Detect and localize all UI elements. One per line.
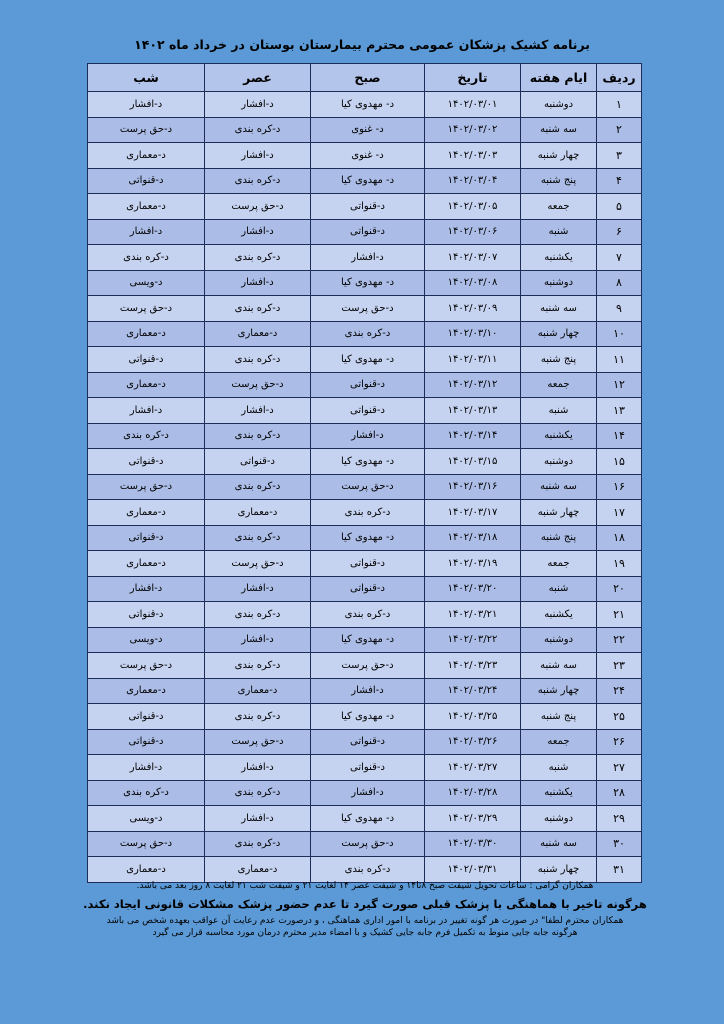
cell-index: ۸ (597, 270, 642, 296)
cell-evening: د-کره بندی (205, 780, 311, 806)
table-row (88, 602, 642, 628)
cell-night: د-حق پرست (88, 831, 205, 857)
table-row (88, 321, 642, 347)
cell-night: د-کره بندی (88, 245, 205, 271)
cell-morning: د-کره بندی (311, 857, 425, 883)
cell-day: یکشنبه (521, 423, 597, 449)
cell-evening: د-حق پرست (205, 729, 311, 755)
cell-date: ۱۴۰۲/۰۳/۰۳ (425, 143, 521, 169)
cell-index: ۶ (597, 219, 642, 245)
cell-evening: د-افشار (205, 92, 311, 118)
cell-index: ۵ (597, 194, 642, 220)
cell-date: ۱۴۰۲/۰۳/۲۵ (425, 704, 521, 730)
cell-morning: د- غنوی (311, 143, 425, 169)
cell-date: ۱۴۰۲/۰۳/۲۴ (425, 678, 521, 704)
cell-night: د-کره بندی (88, 780, 205, 806)
cell-morning: د-کره بندی (311, 602, 425, 628)
cell-day: چهار شنبه (521, 143, 597, 169)
cell-evening: د-کره بندی (205, 525, 311, 551)
table-row (88, 627, 642, 653)
cell-evening: د-معماری (205, 500, 311, 526)
cell-day: پنج شنبه (521, 347, 597, 373)
cell-evening: د-کره بندی (205, 296, 311, 322)
cell-day: یکشنبه (521, 602, 597, 628)
cell-date: ۱۴۰۲/۰۳/۱۱ (425, 347, 521, 373)
table-row (88, 806, 642, 832)
cell-night: د-معماری (88, 372, 205, 398)
cell-morning: د-کره بندی (311, 321, 425, 347)
table-body (88, 92, 642, 883)
cell-evening: د-کره بندی (205, 245, 311, 271)
cell-night: د-معماری (88, 500, 205, 526)
cell-evening: د-کره بندی (205, 831, 311, 857)
header-evening: عصر (205, 64, 311, 92)
cell-index: ۱۳ (597, 398, 642, 424)
cell-night: د-قنواتی (88, 449, 205, 475)
cell-date: ۱۴۰۲/۰۳/۱۵ (425, 449, 521, 475)
table-row (88, 525, 642, 551)
cell-night: د-قنواتی (88, 602, 205, 628)
header-day: ایام هفته (521, 64, 597, 92)
table-row (88, 143, 642, 169)
cell-night: د-معماری (88, 857, 205, 883)
note-changes: همکاران محترم لطفا" در صورت هر گونه تغییر در برنامه با امور اداری هماهنگی ، و درصورت عدم رعایت آن عواقب بعهده شخص می باشد (106, 915, 624, 926)
cell-index: ۱۲ (597, 372, 642, 398)
cell-night: د-معماری (88, 143, 205, 169)
cell-date: ۱۴۰۲/۰۳/۱۴ (425, 423, 521, 449)
page-title: برنامه کشیک پزشکان عمومی محترم بیمارستان بوستان در خرداد ماه ۱۴۰۲ (134, 37, 590, 52)
cell-day: جمعه (521, 372, 597, 398)
cell-day: پنج شنبه (521, 168, 597, 194)
table-row (88, 245, 642, 271)
table-row (88, 500, 642, 526)
cell-morning: د- غنوی (311, 117, 425, 143)
cell-date: ۱۴۰۲/۰۳/۱۸ (425, 525, 521, 551)
cell-day: شنبه (521, 219, 597, 245)
cell-evening: د-کره بندی (205, 653, 311, 679)
cell-date: ۱۴۰۲/۰۳/۳۱ (425, 857, 521, 883)
cell-evening: د-معماری (205, 321, 311, 347)
cell-day: پنج شنبه (521, 704, 597, 730)
cell-day: دوشنبه (521, 270, 597, 296)
cell-morning: د-کره بندی (311, 500, 425, 526)
table-row (88, 168, 642, 194)
cell-day: شنبه (521, 398, 597, 424)
cell-morning: د-قنواتی (311, 372, 425, 398)
cell-day: چهار شنبه (521, 857, 597, 883)
cell-morning: د-حق پرست (311, 831, 425, 857)
table-row (88, 347, 642, 373)
cell-date: ۱۴۰۲/۰۳/۲۸ (425, 780, 521, 806)
cell-morning: د-قنواتی (311, 755, 425, 781)
cell-morning: د- مهدوی کیا (311, 627, 425, 653)
cell-date: ۱۴۰۲/۰۳/۱۲ (425, 372, 521, 398)
cell-evening: د-کره بندی (205, 347, 311, 373)
cell-index: ۲۲ (597, 627, 642, 653)
cell-index: ۴ (597, 168, 642, 194)
cell-index: ۳۱ (597, 857, 642, 883)
cell-evening: د-کره بندی (205, 117, 311, 143)
table-row (88, 423, 642, 449)
cell-day: شنبه (521, 576, 597, 602)
cell-index: ۱۹ (597, 551, 642, 577)
cell-evening: د-افشار (205, 398, 311, 424)
cell-date: ۱۴۰۲/۰۳/۰۸ (425, 270, 521, 296)
table-row (88, 780, 642, 806)
notes (80, 880, 650, 940)
cell-morning: د- مهدوی کیا (311, 347, 425, 373)
cell-night: د-حق پرست (88, 474, 205, 500)
cell-morning: د-قنواتی (311, 551, 425, 577)
cell-morning: د-قنواتی (311, 398, 425, 424)
cell-morning: د- مهدوی کیا (311, 270, 425, 296)
cell-index: ۱۷ (597, 500, 642, 526)
cell-date: ۱۴۰۲/۰۳/۰۹ (425, 296, 521, 322)
cell-evening: د-حق پرست (205, 194, 311, 220)
cell-morning: د- مهدوی کیا (311, 806, 425, 832)
cell-date: ۱۴۰۲/۰۳/۰۵ (425, 194, 521, 220)
cell-evening: د-افشار (205, 576, 311, 602)
cell-morning: د-قنواتی (311, 194, 425, 220)
cell-evening: د-افشار (205, 219, 311, 245)
cell-morning: د- مهدوی کیا (311, 704, 425, 730)
cell-night: د-قنواتی (88, 347, 205, 373)
table-row (88, 398, 642, 424)
cell-index: ۱۰ (597, 321, 642, 347)
header-morning: صبح (311, 64, 425, 92)
cell-morning: د-قنواتی (311, 576, 425, 602)
cell-night: د-معماری (88, 194, 205, 220)
cell-date: ۱۴۰۲/۰۳/۱۹ (425, 551, 521, 577)
cell-evening: د-کره بندی (205, 474, 311, 500)
cell-day: سه شنبه (521, 117, 597, 143)
cell-date: ۱۴۰۲/۰۳/۲۶ (425, 729, 521, 755)
cell-day: چهار شنبه (521, 321, 597, 347)
cell-date: ۱۴۰۲/۰۳/۳۰ (425, 831, 521, 857)
header-index: ردیف (597, 64, 642, 92)
cell-date: ۱۴۰۲/۰۳/۱۳ (425, 398, 521, 424)
header-date: تاریخ (425, 64, 521, 92)
cell-morning: د-افشار (311, 678, 425, 704)
cell-morning: د-حق پرست (311, 653, 425, 679)
table-row (88, 117, 642, 143)
cell-index: ۲ (597, 117, 642, 143)
table-row (88, 653, 642, 679)
cell-index: ۳۰ (597, 831, 642, 857)
cell-day: یکشنبه (521, 245, 597, 271)
cell-night: د-ویسی (88, 806, 205, 832)
cell-index: ۲۱ (597, 602, 642, 628)
cell-night: د-ویسی (88, 627, 205, 653)
cell-night: د-معماری (88, 551, 205, 577)
cell-morning: د- مهدوی کیا (311, 92, 425, 118)
table-row (88, 857, 642, 883)
table-row (88, 296, 642, 322)
cell-night: د-معماری (88, 678, 205, 704)
table-row (88, 194, 642, 220)
cell-index: ۱۶ (597, 474, 642, 500)
cell-date: ۱۴۰۲/۰۳/۲۲ (425, 627, 521, 653)
cell-day: یکشنبه (521, 780, 597, 806)
cell-morning: د-قنواتی (311, 219, 425, 245)
cell-night: د-افشار (88, 219, 205, 245)
cell-evening: د-افشار (205, 806, 311, 832)
cell-date: ۱۴۰۲/۰۳/۲۳ (425, 653, 521, 679)
cell-morning: د- مهدوی کیا (311, 168, 425, 194)
cell-date: ۱۴۰۲/۰۳/۰۶ (425, 219, 521, 245)
note-warning: هرگونه تاخیر با هماهنگی با پزشک قبلی صورت گیرد تا عدم حضور پزشک مشکلات قانونی ایجاد نکند. (83, 896, 647, 911)
cell-evening: د-قنواتی (205, 449, 311, 475)
cell-date: ۱۴۰۲/۰۳/۰۴ (425, 168, 521, 194)
cell-date: ۱۴۰۲/۰۳/۰۷ (425, 245, 521, 271)
table-row (88, 729, 642, 755)
note-shift-hours: همکاران گرامی : ساعات تحویل شیفت صبح ۸تا۱۴ و شیفت عصر ۱۴ لغایت ۲۱ و شیفت شب ۲۱ لغایت ۸ روز بعد می باشد. (136, 881, 594, 891)
cell-day: سه شنبه (521, 296, 597, 322)
cell-date: ۱۴۰۲/۰۳/۲۱ (425, 602, 521, 628)
cell-date: ۱۴۰۲/۰۳/۱۰ (425, 321, 521, 347)
cell-index: ۹ (597, 296, 642, 322)
table-row (88, 576, 642, 602)
cell-night: د-ویسی (88, 270, 205, 296)
cell-day: دوشنبه (521, 627, 597, 653)
table-row (88, 755, 642, 781)
cell-night: د-حق پرست (88, 117, 205, 143)
cell-night: د-افشار (88, 576, 205, 602)
cell-night: د-قنواتی (88, 704, 205, 730)
cell-date: ۱۴۰۲/۰۳/۰۱ (425, 92, 521, 118)
table-row (88, 704, 642, 730)
table-row (88, 474, 642, 500)
cell-morning: د-افشار (311, 245, 425, 271)
cell-index: ۲۹ (597, 806, 642, 832)
cell-index: ۱۵ (597, 449, 642, 475)
cell-evening: د-حق پرست (205, 372, 311, 398)
cell-night: د-قنواتی (88, 525, 205, 551)
cell-index: ۱۱ (597, 347, 642, 373)
cell-night: د-افشار (88, 398, 205, 424)
table-row (88, 551, 642, 577)
cell-day: جمعه (521, 729, 597, 755)
cell-index: ۲۷ (597, 755, 642, 781)
cell-index: ۲۵ (597, 704, 642, 730)
cell-evening: د-کره بندی (205, 168, 311, 194)
cell-index: ۲۴ (597, 678, 642, 704)
cell-index: ۲۸ (597, 780, 642, 806)
cell-index: ۲۳ (597, 653, 642, 679)
note-swaps: هرگونه جابه جایی منوط به تکمیل فرم جابه جایی کشیک و با امضاء مدیر محترم درمان مورد محاسبه قرار می گیرد (152, 928, 578, 939)
cell-night: د-معماری (88, 321, 205, 347)
schedule-table (87, 63, 642, 883)
cell-night: د-قنواتی (88, 168, 205, 194)
cell-index: ۱ (597, 92, 642, 118)
cell-date: ۱۴۰۲/۰۳/۲۷ (425, 755, 521, 781)
cell-evening: د-کره بندی (205, 602, 311, 628)
cell-index: ۷ (597, 245, 642, 271)
cell-day: دوشنبه (521, 449, 597, 475)
cell-date: ۱۴۰۲/۰۳/۱۶ (425, 474, 521, 500)
table-row (88, 372, 642, 398)
cell-day: سه شنبه (521, 474, 597, 500)
header-night: شب (88, 64, 205, 92)
cell-evening: د-افشار (205, 627, 311, 653)
cell-morning: د-افشار (311, 780, 425, 806)
cell-evening: د-معماری (205, 678, 311, 704)
cell-evening: د-حق پرست (205, 551, 311, 577)
table-row (88, 270, 642, 296)
table-row (88, 219, 642, 245)
cell-night: د-قنواتی (88, 729, 205, 755)
cell-day: سه شنبه (521, 831, 597, 857)
table-row (88, 92, 642, 118)
cell-night: د-افشار (88, 92, 205, 118)
cell-day: جمعه (521, 551, 597, 577)
cell-morning: د-افشار (311, 423, 425, 449)
cell-day: دوشنبه (521, 806, 597, 832)
cell-morning: د-قنواتی (311, 729, 425, 755)
table-row (88, 831, 642, 857)
cell-evening: د-افشار (205, 270, 311, 296)
cell-evening: د-معماری (205, 857, 311, 883)
cell-morning: د- مهدوی کیا (311, 449, 425, 475)
cell-morning: د-حق پرست (311, 474, 425, 500)
cell-date: ۱۴۰۲/۰۳/۲۰ (425, 576, 521, 602)
cell-index: ۲۶ (597, 729, 642, 755)
cell-day: جمعه (521, 194, 597, 220)
cell-date: ۱۴۰۲/۰۳/۱۷ (425, 500, 521, 526)
table-row (88, 678, 642, 704)
cell-day: دوشنبه (521, 92, 597, 118)
cell-day: شنبه (521, 755, 597, 781)
cell-evening: د-افشار (205, 143, 311, 169)
cell-night: د-حق پرست (88, 653, 205, 679)
cell-index: ۳ (597, 143, 642, 169)
cell-index: ۲۰ (597, 576, 642, 602)
cell-day: چهار شنبه (521, 500, 597, 526)
cell-night: د-افشار (88, 755, 205, 781)
cell-night: د-حق پرست (88, 296, 205, 322)
table-header-row (88, 64, 642, 92)
cell-day: سه شنبه (521, 653, 597, 679)
cell-night: د-کره بندی (88, 423, 205, 449)
cell-index: ۱۸ (597, 525, 642, 551)
cell-evening: د-کره بندی (205, 704, 311, 730)
cell-date: ۱۴۰۲/۰۳/۰۲ (425, 117, 521, 143)
cell-morning: د- مهدوی کیا (311, 525, 425, 551)
cell-morning: د-حق پرست (311, 296, 425, 322)
cell-index: ۱۴ (597, 423, 642, 449)
cell-evening: د-کره بندی (205, 423, 311, 449)
table-row (88, 449, 642, 475)
cell-date: ۱۴۰۲/۰۳/۲۹ (425, 806, 521, 832)
cell-evening: د-افشار (205, 755, 311, 781)
cell-day: پنج شنبه (521, 525, 597, 551)
cell-day: چهار شنبه (521, 678, 597, 704)
